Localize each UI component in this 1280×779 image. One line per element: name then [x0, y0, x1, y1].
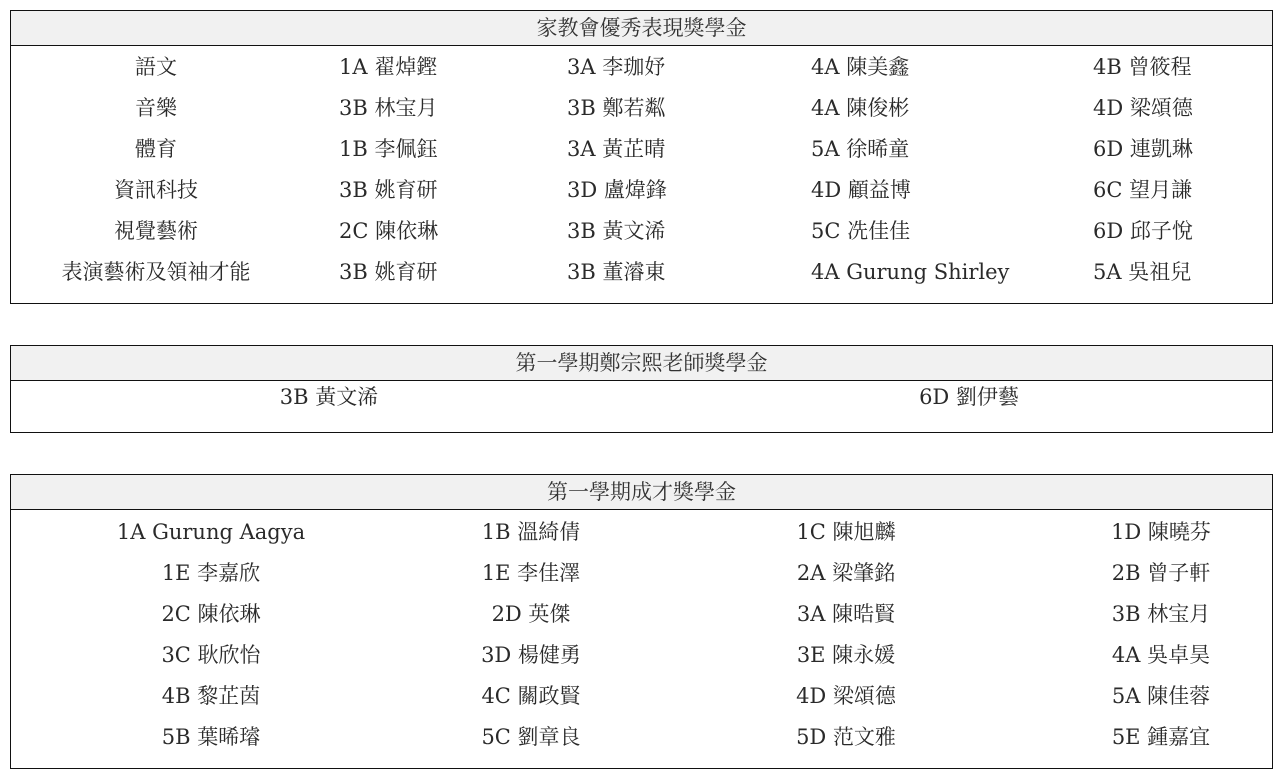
subject-label: 體育 — [135, 137, 177, 161]
student-entry: 3B 黃文浠 — [279, 385, 379, 409]
student-entry: 3B 鄭若粼 — [567, 96, 666, 120]
student-entry: 4C 關政賢 — [481, 684, 581, 708]
student-entry: 3B 林宝月 — [339, 96, 438, 120]
student-entry: 2D 英傑 — [491, 602, 571, 626]
student-entry: 3D 盧煒鋒 — [567, 178, 667, 202]
student-entry: 1A 翟焯鏗 — [339, 55, 438, 79]
student-entry: 5C 冼佳佳 — [811, 219, 911, 243]
student-entry: 1D 陳曉芬 — [1111, 520, 1211, 544]
student-entry: 3B 林宝月 — [1111, 602, 1211, 626]
student-entry: 2B 曾子軒 — [1111, 561, 1211, 585]
cheng-scholarship-body — [11, 381, 1272, 432]
subject-label: 音樂 — [135, 96, 177, 120]
student-entry: 2C 陳依琳 — [161, 602, 261, 626]
student-entry: 4D 梁頌德 — [1093, 96, 1193, 120]
student-entry: 5A 吳祖兒 — [1093, 260, 1192, 284]
student-entry: 1E 李嘉欣 — [161, 561, 261, 585]
student-entry: 6D 邱子悅 — [1093, 219, 1193, 243]
cheng-scholarship-title: 第一學期鄭宗熙老師獎學金 — [11, 346, 1272, 381]
pta-scholarship-table — [10, 10, 1273, 304]
pta-scholarship-body — [11, 46, 1272, 303]
student-entry: 3E 陳永媛 — [796, 643, 896, 667]
student-entry: 5A 徐晞童 — [811, 137, 910, 161]
pta-scholarship-title: 家教會優秀表現獎學金 — [11, 11, 1272, 46]
student-entry: 4A 陳俊彬 — [811, 96, 910, 120]
student-entry: 6D 連凱琳 — [1093, 137, 1193, 161]
student-entry: 1C 陳旭麟 — [796, 520, 896, 544]
student-entry: 3B 姚育研 — [339, 178, 438, 202]
student-entry: 3A 黃芷晴 — [567, 137, 666, 161]
talent-scholarship-body — [11, 510, 1272, 768]
student-entry: 3C 耿欣怡 — [161, 643, 261, 667]
student-entry: 1A Gurung Aagya — [116, 520, 306, 544]
student-entry: 6D 劉伊藝 — [919, 385, 1019, 409]
subject-label: 表演藝術及領袖才能 — [61, 260, 251, 284]
student-entry: 3D 楊健勇 — [481, 643, 581, 667]
student-entry: 3A 李珈妤 — [567, 55, 666, 79]
student-entry: 6C 望月謙 — [1093, 178, 1193, 202]
student-entry: 1B 李佩鈺 — [339, 137, 438, 161]
student-entry: 3A 陳晧賢 — [796, 602, 896, 626]
student-entry: 1B 溫綺倩 — [481, 520, 581, 544]
cheng-scholarship-table — [10, 345, 1273, 433]
student-entry: 5B 葉晞璿 — [161, 725, 261, 749]
subject-label: 視覺藝術 — [114, 219, 198, 243]
student-entry: 4B 曾筱程 — [1093, 55, 1192, 79]
subject-label: 資訊科技 — [114, 178, 198, 202]
student-entry: 4A 陳美鑫 — [811, 55, 910, 79]
student-entry: 5A 陳佳蓉 — [1111, 684, 1211, 708]
student-entry: 5D 范文雅 — [796, 725, 896, 749]
student-entry: 5C 劉章良 — [481, 725, 581, 749]
student-entry: 2C 陳依琳 — [339, 219, 439, 243]
student-entry: 5E 鍾嘉宜 — [1111, 725, 1211, 749]
student-entry: 1E 李佳澤 — [481, 561, 581, 585]
student-entry: 4D 梁頌德 — [796, 684, 896, 708]
student-entry: 4A 吳卓昊 — [1111, 643, 1211, 667]
student-entry: 3B 黃文浠 — [567, 219, 666, 243]
student-entry: 4D 顧益博 — [811, 178, 911, 202]
student-entry: 4B 黎芷茵 — [161, 684, 261, 708]
subject-label: 語文 — [135, 55, 177, 79]
talent-scholarship-table — [10, 474, 1273, 769]
student-entry: 3B 董濬東 — [567, 260, 666, 284]
student-entry: 2A 梁肇銘 — [796, 561, 896, 585]
student-entry: 4A Gurung Shirley — [811, 260, 1010, 284]
student-entry: 3B 姚育研 — [339, 260, 438, 284]
talent-scholarship-title: 第一學期成才獎學金 — [11, 475, 1272, 510]
